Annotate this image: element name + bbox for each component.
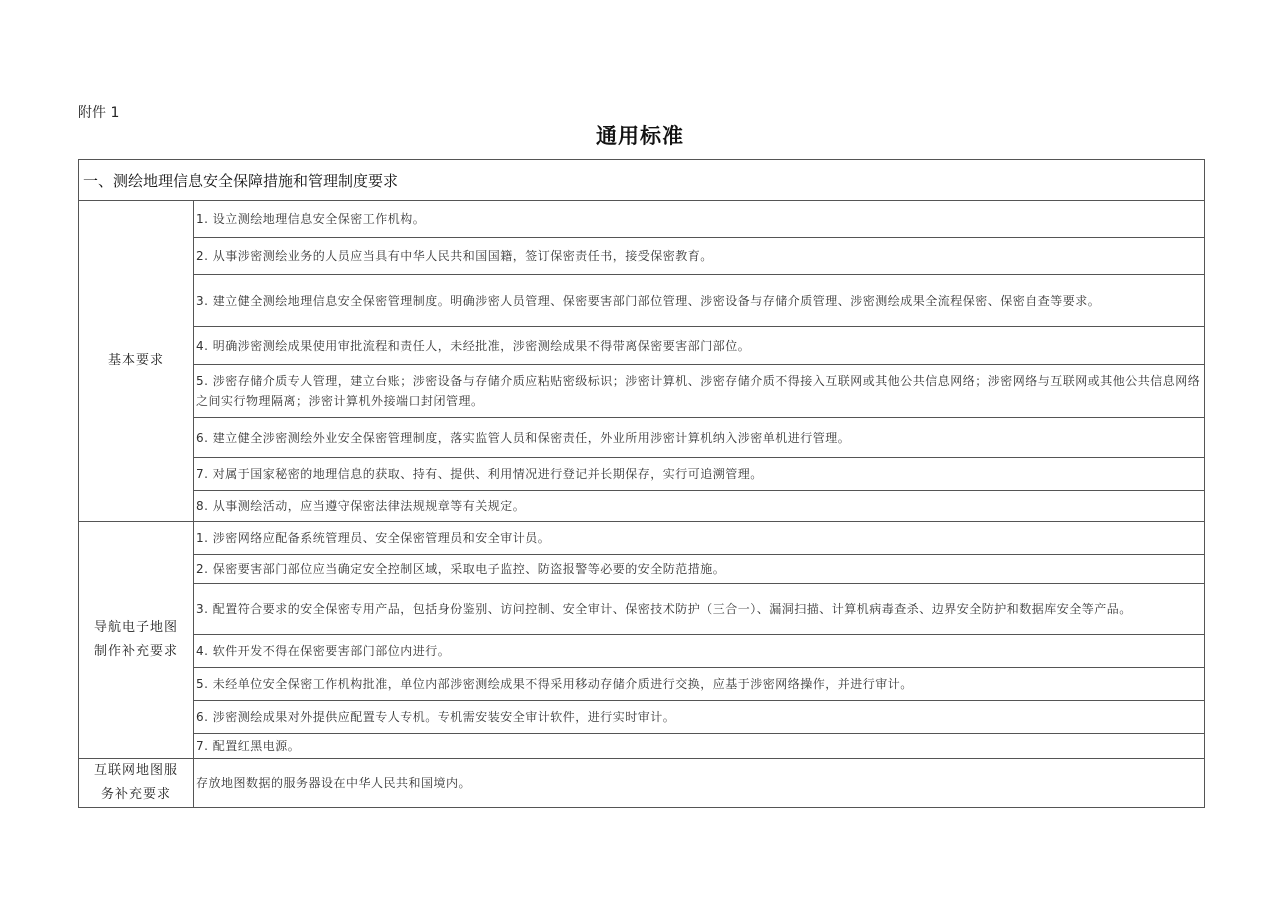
table-row: [79, 458, 1205, 491]
requirement-item: 7. 对属于国家秘密的地理信息的获取、持有、提供、利用情况进行登记并长期保存，实行可追溯管理。: [194, 458, 1205, 491]
table-row: [79, 701, 1205, 734]
standards-table: [78, 159, 1205, 808]
category-label: 互联网地图服务补充要求: [93, 763, 178, 802]
table-row: [79, 327, 1205, 365]
category-label: 导航电子地图制作补充要求: [93, 620, 178, 659]
category-cell: [79, 201, 194, 522]
table-row: [79, 418, 1205, 458]
requirement-item: 8. 从事测绘活动，应当遵守保密法律法规规章等有关规定。: [194, 491, 1205, 522]
category-cell: [79, 759, 194, 808]
section-header-row: [79, 160, 1205, 201]
attachment-label: 附件 1: [78, 105, 120, 121]
table-row: [79, 555, 1205, 584]
table-row: [79, 635, 1205, 668]
requirement-item: 5. 未经单位安全保密工作机构批准，单位内部涉密测绘成果不得采用移动存储介质进行交换，应基于涉密网络操作，并进行审计。: [194, 668, 1205, 701]
requirement-item: 3. 配置符合要求的安全保密专用产品，包括身份鉴别、访问控制、安全审计、保密技术防护（三合一）、漏洞扫描、计算机病毒查杀、边界安全防护和数据库安全等产品。: [194, 584, 1205, 635]
table-row: [79, 734, 1205, 759]
table-row: [79, 238, 1205, 275]
table-row: [79, 522, 1205, 555]
requirement-item: 6. 建立健全涉密测绘外业安全保密管理制度，落实监管人员和保密责任，外业所用涉密计算机纳入涉密单机进行管理。: [194, 418, 1205, 458]
table-row: [79, 491, 1205, 522]
table-row: [79, 668, 1205, 701]
requirement-item: 4. 软件开发不得在保密要害部门部位内进行。: [194, 635, 1205, 668]
document-title: 通用标准: [596, 124, 684, 148]
requirement-item: 2. 从事涉密测绘业务的人员应当具有中华人民共和国国籍，签订保密责任书，接受保密教育。: [194, 238, 1205, 275]
table-row: [79, 275, 1205, 327]
category-cell: [79, 522, 194, 759]
requirement-item: 2. 保密要害部门部位应当确定安全控制区域，采取电子监控、防盗报警等必要的安全防范措施。: [194, 555, 1205, 584]
requirement-item: 6. 涉密测绘成果对外提供应配置专人专机。专机需安装安全审计软件，进行实时审计。: [194, 701, 1205, 734]
requirement-item: 3. 建立健全测绘地理信息安全保密管理制度。明确涉密人员管理、保密要害部门部位管理、涉密设备与存储介质管理、涉密测绘成果全流程保密、保密自查等要求。: [194, 275, 1205, 327]
section-header: 一、测绘地理信息安全保障措施和管理制度要求: [79, 160, 1205, 201]
table-row: [79, 201, 1205, 238]
table-row: [79, 584, 1205, 635]
table-row: [79, 365, 1205, 418]
requirement-item: 5. 涉密存储介质专人管理，建立台账；涉密设备与存储介质应粘贴密级标识；涉密计算机、涉密存储介质不得接入互联网或其他公共信息网络；涉密网络与互联网或其他公共信息网络之间实行物理隔离；涉密计算机外接端口封闭管理。: [194, 365, 1205, 418]
requirement-item: 1. 涉密网络应配备系统管理员、安全保密管理员和安全审计员。: [194, 522, 1205, 555]
requirement-item: 4. 明确涉密测绘成果使用审批流程和责任人，未经批准，涉密测绘成果不得带离保密要害部门部位。: [194, 327, 1205, 365]
category-label: 基本要求: [107, 353, 164, 368]
requirement-item: 1. 设立测绘地理信息安全保密工作机构。: [194, 201, 1205, 238]
requirement-item: 7. 配置红黑电源。: [194, 734, 1205, 759]
requirement-item: 存放地图数据的服务器设在中华人民共和国境内。: [194, 759, 1205, 808]
table-row: [79, 759, 1205, 808]
